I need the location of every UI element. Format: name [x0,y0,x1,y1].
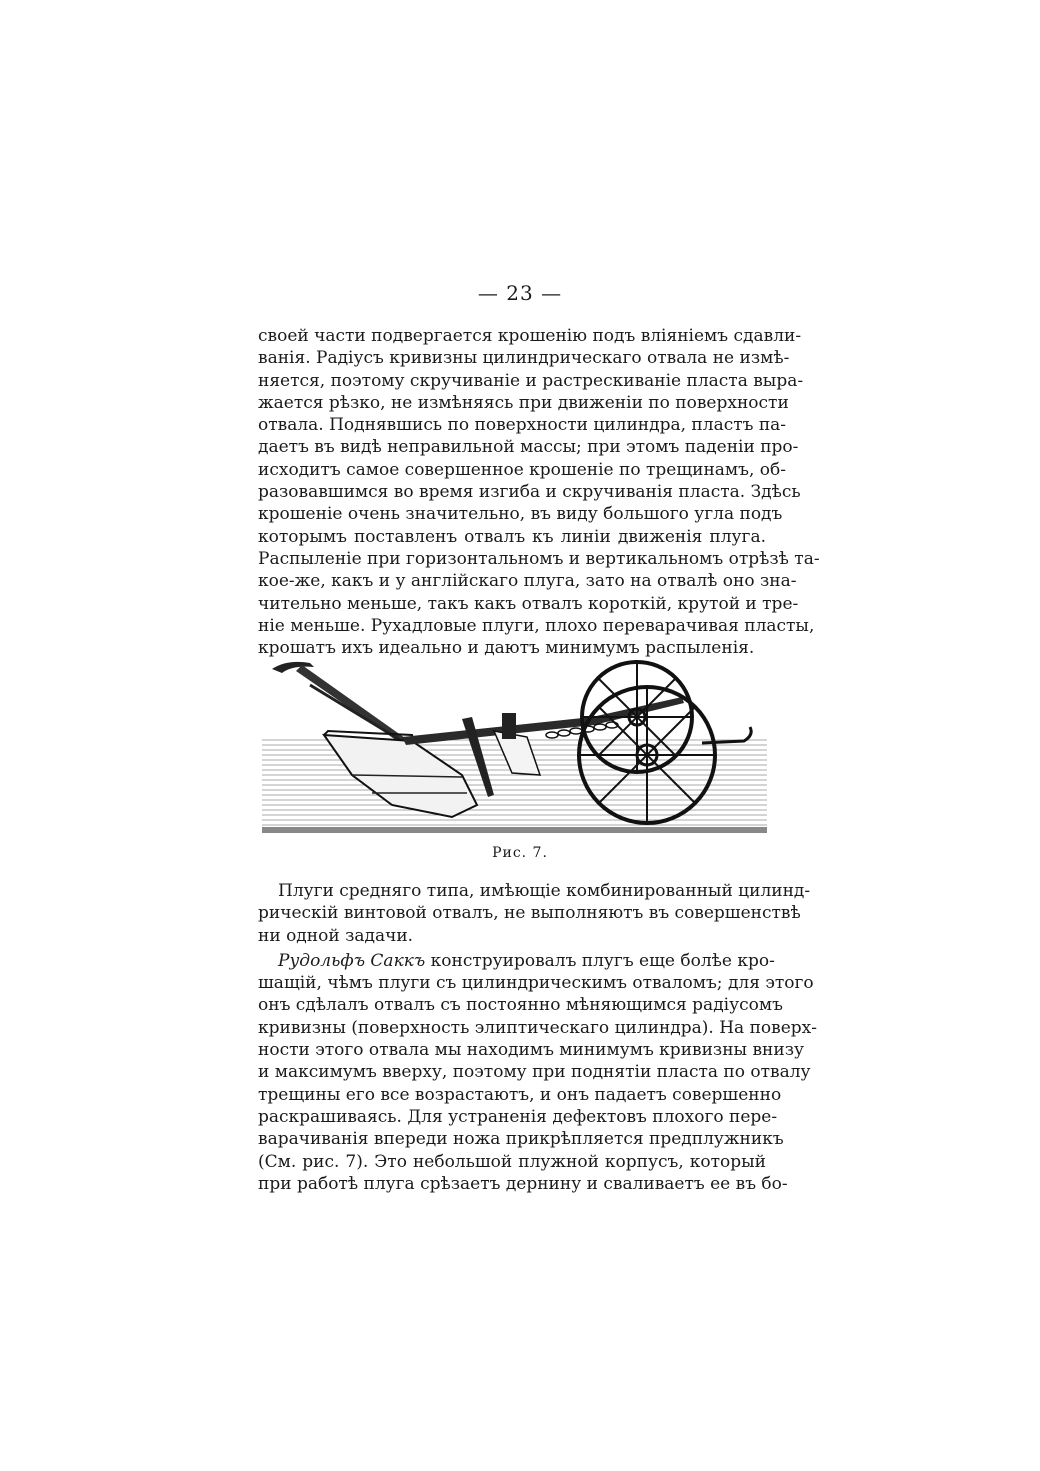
text-line: при работѣ плуга срѣзаетъ дернину и сваливаетъ ее въ бо- [258,1173,788,1194]
text-line: жается рѣзко, не измѣняясь при движеніи по поверхности [258,392,789,413]
plough-illustration [262,655,767,833]
text-line: Распыленіе при горизонтальномъ и вертикальномъ отрѣзѣ та- [258,548,820,569]
text-line: которымъ поставленъ отвалъ къ линіи движенія плуга. [258,526,766,547]
author-name: Рудольфъ Саккъ [278,950,426,971]
text-line: (См. рис. 7). Это небольшой плужной корпусъ, который [258,1151,766,1172]
text-line: Плуги средняго типа, имѣющіе комбинированный цилинд- [278,881,811,901]
text-line: отвала. Поднявшись по поверхности цилиндра, пластъ па- [258,415,787,436]
text-line: чительно меньше, такъ какъ отвалъ короткій, крутой и тре- [258,593,799,614]
bottom-text [258,880,817,1195]
text-line: крошатъ ихъ идеально и даютъ минимумъ распыленія. [258,638,755,659]
text-line: ванія. Радіусъ кривизны цилиндрическаго отвала не измѣ- [258,348,790,369]
text-line: даетъ въ видѣ неправильной массы; при этомъ паденіи про- [258,437,799,458]
text-line [258,950,775,972]
text-line: своей части подвергается крошенію подъ вліяніемъ сдавли- [258,326,802,346]
paragraph-1 [258,880,811,947]
text-line: разовавшимся во время изгиба и скручиванія пласта. Здѣсь [258,482,801,503]
text-line: кривизны (поверхность элиптическаго цилиндра). На поверх- [258,1017,817,1038]
text-line: и максимумъ вверху, поэтому при поднятіи пласта по отвалу [258,1062,811,1083]
top-paragraph [258,325,820,659]
text-line: ніе меньше. Рухадловые плуги, плохо переварачивая пласты, [258,615,815,636]
text-line: ни одной задачи. [258,925,414,946]
text-line: онъ сдѣлалъ отвалъ съ постоянно мѣняющимся радіусомъ [258,995,783,1016]
page-number: — 23 — [477,281,563,305]
text-line: раскрашиваясь. Для устраненія дефектовъ плохого пере- [258,1106,778,1127]
text-fragment: конструировалъ плугъ еще болѣе кро- [425,950,775,971]
text-line: трещины его все возрастаютъ, и онъ падаетъ совершенно [258,1084,782,1105]
text-line: кое-же, какъ и у англійскаго плуга, зато на отвалѣ оно зна- [258,571,797,592]
text-line: шащій, чѣмъ плуги съ цилиндрическимъ отваломъ; для этого [258,973,814,994]
text-line: рическій винтовой отвалъ, не выполняютъ въ совершенствѣ [258,903,801,924]
text-line: исходитъ самое совершенное крошеніе по трещинамъ, об- [258,459,786,480]
figure-caption: Рис. 7. [492,845,548,861]
text-line: няется, поэтому скручиваніе и растрескиваніе пласта выра- [258,370,804,391]
text-line: ности этого отвала мы находимъ минимумъ кривизны внизу [258,1040,804,1061]
text-line: варачиванія впереди ножа прикрѣпляется предплужникъ [258,1129,784,1150]
text-line: крошеніе очень значительно, въ виду большого угла подъ [258,504,783,525]
paragraph-2 [258,950,817,1195]
